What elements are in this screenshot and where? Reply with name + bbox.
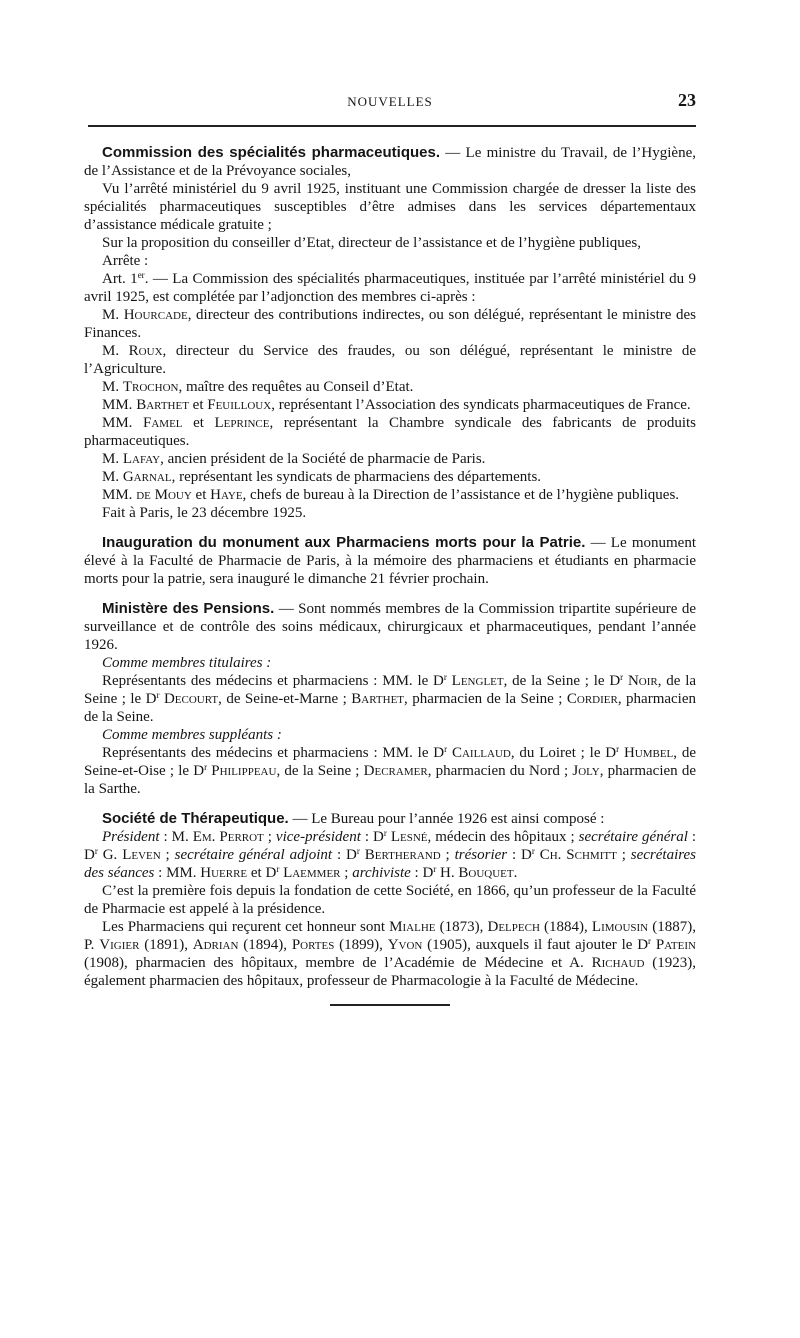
superscript: r [444,744,448,754]
person-name: de Mouy [136,487,192,503]
paragraph [84,810,696,828]
italic-text: Président [102,829,160,845]
text-run: , pharmacien de la Seine. [84,691,697,725]
section-title: Ministère des Pensions. [102,600,275,617]
person-name: Famel [143,415,183,431]
text-run: , de la Seine ; le D [503,673,621,689]
text-run: , ancien président de la Société de pharmacie de Paris. [160,451,486,467]
person-name: Joly [572,763,600,779]
page-number: 23 [678,90,696,110]
text-run: : D [332,847,357,863]
text-run: Fait à Paris, le 23 décembre 1925. [102,505,307,521]
text-run: — Sont nommés membres de la Commission tripartite supérieure de surveillance et de contrôle des soins médicaux, chirurgicaux et pharmaceutiques, pendant l’année 1926. [84,601,696,653]
section-inauguration [84,534,696,588]
text-run: : D [507,847,532,863]
text-run: Art. 1 [102,271,138,287]
text-run: et D [247,865,277,881]
section-title: Inauguration du monument aux Pharmaciens morts pour la Patrie. [102,534,586,551]
section-commission [84,144,696,522]
text-run: — Le ministre du Travail, de l’Hygiène, de l’Assistance et de la Prévoyance sociales, [84,145,696,179]
paragraph [84,504,696,522]
text-run: Sur la proposition du conseiller d’Etat, directeur de l’assistance et de l’hygiène publiques, [102,235,642,251]
superscript: r [204,762,208,772]
person-name: Delpech [487,919,540,935]
person-name: Lenglet [451,673,504,689]
superscript: r [620,672,624,682]
paragraph [84,672,696,726]
person-name: Haye [210,487,243,503]
person-name: Vigier [99,937,140,953]
text-run: C’est la première fois depuis la fondation de cette Société, en 1866, qu’un professeur de la Faculté de Pharmacie est appelé à la présidence. [84,883,696,917]
paragraph [84,744,696,798]
header-rule [88,125,696,127]
paragraph [84,306,696,342]
text-run: ; [160,847,175,863]
italic-text: vice-président [275,829,361,845]
paragraph [84,654,696,672]
superscript: r [531,846,535,856]
italic-text: secrétaire général [578,829,688,845]
paragraph [84,414,696,450]
person-name: Mialhe [389,919,436,935]
text-run: (1905), auxquels il faut ajouter le D [422,937,649,953]
superscript: r [648,936,652,946]
text-run: . [513,865,518,881]
person-name: Bertherand [364,847,441,863]
text-run: . — La Commission des spécialités pharmaceutiques, instituée par l’arrêté ministériel du 9 avril 1925, est complétée par l’adjonction des membres ci-après : [84,271,697,305]
text-run: (1884), [539,919,592,935]
paragraph [84,378,696,396]
superscript: r [156,690,160,700]
section-pensions [84,600,696,798]
text-run: : D [84,829,697,863]
paragraph [84,468,696,486]
text-run: ; [263,829,276,845]
text-run: et [182,415,215,431]
text-run: ; [340,865,353,881]
text-run: , de Seine-et-Marne ; [218,691,352,707]
running-title: NOUVELLES [347,94,433,109]
person-name: Em. Perrot [192,829,264,845]
text-run: ; [616,847,631,863]
text-run: Représentants des médecins et pharmaciens : MM. le D [102,745,445,761]
text-run: , représentant les syndicats de pharmaciens des départements. [171,469,542,485]
paragraph [84,450,696,468]
text-run: — Le monument élevé à la Faculté de Pharmacie de Paris, à la mémoire des pharmaciens et étudiants en pharmacie morts pour la patrie, sera inauguré le dimanche 21 février prochain. [84,535,696,587]
text-run: (1873), [435,919,488,935]
text-run: et [188,397,208,413]
person-name: Adrian [192,937,239,953]
person-name: Leven [122,847,161,863]
person-name: Roux [128,343,163,359]
paragraph [84,270,696,306]
paragraph [84,396,696,414]
paragraph [84,144,696,180]
text-run: , pharmacien du Nord ; [427,763,573,779]
text-run: MM. [102,415,143,431]
text-run: (1894), [238,937,292,953]
superscript: r [276,864,280,874]
person-name: Hourcade [123,307,188,323]
text-run: Vu l’arrêté ministériel du 9 avril 1925, instituant une Commission chargée de dresser la liste des spécialités pharmaceutiques susceptibles d’être admises dans les services départementaux d’assistance médicale gratuite ; [84,181,696,233]
person-name: Trochon [122,379,179,395]
end-rule [330,1004,450,1006]
text-run: , pharmacien de la Sarthe. [84,763,696,797]
person-name: Garnal [122,469,172,485]
paragraph [84,828,696,882]
text-run: : D [410,865,434,881]
superscript: r [94,846,98,856]
person-name: Decramer [363,763,428,779]
text-run: G. [97,847,123,863]
text-run: , maître des requêtes au Conseil d’Etat. [178,379,414,395]
text-run: M. [102,343,129,359]
italic-text: archiviste [352,865,411,881]
text-run: et [191,487,211,503]
person-name: Lesné [390,829,428,845]
italic-text: Comme membres suppléants : [102,727,282,743]
section-title: Société de Thérapeutique. [102,810,289,827]
text-run: M. [102,379,123,395]
person-name: Philippeau [211,763,277,779]
person-name: Feuilloux [207,397,272,413]
text-run: , de la Seine ; [276,763,364,779]
page-body [84,144,696,1006]
person-name: Barthet [351,691,405,707]
page-header [84,92,696,114]
text-run: (1887), P. [84,919,696,953]
person-name: Bouquet [458,865,514,881]
text-run: , de la Seine ; le D [84,673,697,707]
text-run: , représentant la Chambre syndicale des fabricants de produits pharmaceutiques. [84,415,696,449]
text-run: Représentants des médecins et pharmaciens : MM. le D [102,673,444,689]
text-run: , directeur des contributions indirectes, ou son délégué, représentant le ministre des Finances. [84,307,696,341]
person-name: Caillaud [451,745,511,761]
text-run: M. [102,451,123,467]
person-name: Yvon [387,937,423,953]
person-name: Portes [291,937,335,953]
text-run: , médecin des hôpitaux ; [427,829,579,845]
superscript: r [433,864,437,874]
paragraph [84,252,696,270]
text-run: , du Loiret ; le D [510,745,617,761]
paragraph [84,486,696,504]
text-run: : MM. [154,865,201,881]
person-name: Cordier [566,691,618,707]
text-run: MM. [102,397,137,413]
superscript: r [383,828,387,838]
text-run: (1908), pharmacien des hôpitaux, membre de l’Académie de Médecine et A. [84,955,592,971]
text-run: M. [102,307,124,323]
text-run: H. [436,865,459,881]
paragraph [84,234,696,252]
text-run: , représentant l’Association des syndicats pharmaceutiques de France. [271,397,691,413]
italic-text: secrétaires des séances [84,847,697,881]
text-run: Arrête : [102,253,149,269]
text-run: : M. [159,829,193,845]
text-run: MM. [102,487,137,503]
text-run: (1899), [334,937,388,953]
italic-text: secrétaire général adjoint [174,847,333,863]
text-run: , directeur du Service des fraudes, ou son délégué, représentant le ministre de l’Agriculture. [84,343,696,377]
text-run: Les Pharmaciens qui reçurent cet honneur sont [102,919,390,935]
paragraph [84,534,696,588]
text-run: — Le Bureau pour l’année 1926 est ainsi composé : [288,811,605,827]
text-run: , chefs de bureau à la Direction de l’assistance et de l’hygiène publiques. [242,487,680,503]
section-therapeutique [84,810,696,990]
person-name: Noir [627,673,658,689]
text-run: , pharmacien de la Seine ; [404,691,567,707]
text-run: M. [102,469,123,485]
superscript: er [137,270,145,280]
italic-text: trésorier [454,847,508,863]
text-run: (1891), [139,937,193,953]
paragraph [84,726,696,744]
person-name: Huerre [200,865,248,881]
person-name: Barthet [136,397,189,413]
paragraph [84,918,696,990]
person-name: Decourt [163,691,219,707]
superscript: r [616,744,620,754]
person-name: Leprince [214,415,270,431]
italic-text: Comme membres titulaires : [102,655,272,671]
text-run: (1923), également pharmacien des hôpitaux, professeur de Pharmacologie à la Faculté de Médecine. [84,955,696,989]
text-run: ; [440,847,455,863]
text-run: , de Seine-et-Oise ; le D [84,745,696,779]
person-name: Humbel [623,745,674,761]
paragraph [84,600,696,654]
person-name: Ch. Schmitt [539,847,617,863]
person-name: Lafay [122,451,161,467]
journal-page [84,90,697,989]
person-name: Richaud [591,955,645,971]
person-name: Patein [655,937,696,953]
paragraph [84,342,696,378]
paragraph [84,180,696,234]
paragraph [84,882,696,918]
superscript: r [356,846,360,856]
superscript: r [443,672,447,682]
section-title: Commission des spécialités pharmaceutiques. [102,144,440,161]
text-run: : D [360,829,384,845]
person-name: Limousin [591,919,649,935]
person-name: Laemmer [283,865,341,881]
